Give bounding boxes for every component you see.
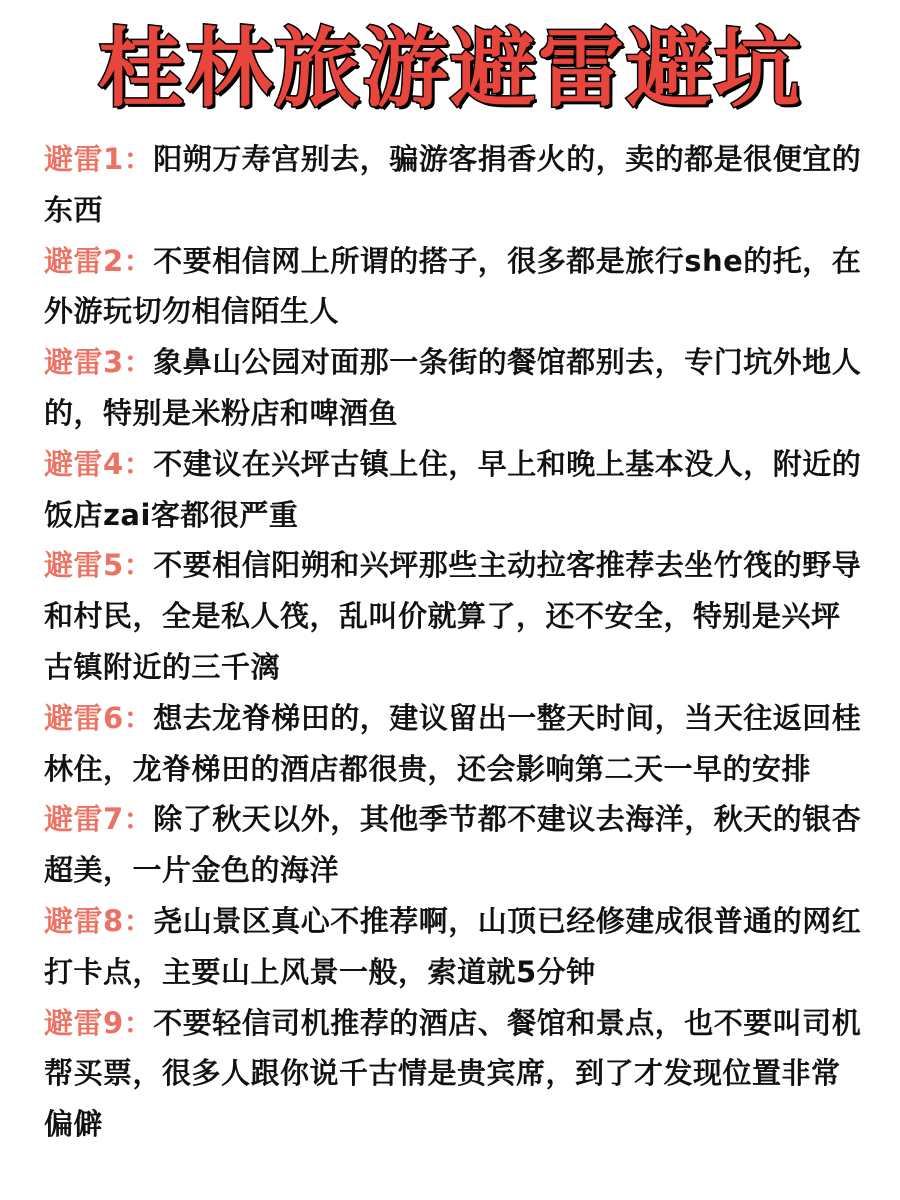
tip-label: 避雷1：	[44, 142, 154, 176]
tip-label: 避雷7：	[44, 802, 154, 837]
tip-text: 不要相信阳朔和兴坪那些主动拉客推荐去坐竹筏的野导和村民，全是私人筏，乱叫价就算了，还不安全，特别是兴坪古镇附近的三千漓	[44, 548, 862, 684]
tip-label: 避雷9：	[44, 1005, 154, 1040]
tip-text: 尧山景区真心不推荐啊，山顶已经修建成很普通的网红打卡点，主要山上风景一般，索道就5分钟	[44, 903, 862, 989]
tip-label: 避雷2：	[44, 243, 154, 278]
tip-label: 避雷5：	[44, 548, 154, 583]
tip-text: 除了秋天以外，其他季节都不建议去海洋，秋天的银杏超美，一片金色的海洋	[44, 802, 862, 888]
tip-label: 避雷4：	[44, 446, 154, 481]
tip-text: 不要相信网上所谓的搭子，很多都是旅行she的托，在外游玩切勿相信陌生人	[44, 243, 862, 329]
page-title: 桂林旅游避雷避坑	[98, 19, 802, 119]
tip-label: 避雷8：	[44, 903, 154, 938]
tip-text: 阳朔万寿宫别去，骗游客捐香火的，卖的都是很便宜的东西	[44, 142, 862, 227]
tip-text: 不建议在兴坪古镇上住，早上和晚上基本没人，附近的饭店zai客都很严重	[44, 446, 862, 532]
tip-item	[44, 540, 864, 692]
tip-item	[44, 794, 864, 896]
tip-text: 象鼻山公园对面那一条街的餐馆都别去，专门坑外地人的，特别是米粉店和啤酒鱼	[44, 345, 862, 430]
tip-item	[44, 236, 864, 338]
tip-text: 不要轻信司机推荐的酒店、餐馆和景点，也不要叫司机帮买票，很多人跟你说千古情是贵宾席，到了才发现位置非常偏僻	[44, 1005, 862, 1142]
tip-item	[44, 693, 864, 795]
tip-item	[44, 134, 864, 236]
tip-label: 避雷3：	[44, 345, 154, 380]
tip-label: 避雷6：	[44, 700, 154, 735]
tip-item	[44, 337, 864, 439]
tip-item	[44, 896, 864, 998]
tip-item	[44, 439, 864, 541]
tip-item	[44, 998, 864, 1150]
tips-list	[44, 134, 864, 1150]
tip-text: 想去龙脊梯田的，建议留出一整天时间，当天往返回桂林住，龙脊梯田的酒店都很贵，还会影响第二天一早的安排	[44, 700, 862, 786]
